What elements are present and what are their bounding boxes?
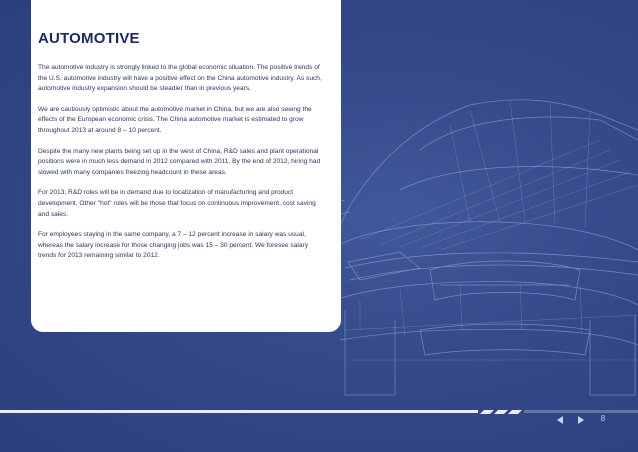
triangle-left-icon [557, 416, 563, 424]
paragraph-3: Despite the many new plants being set up in the west of China, R&D sales and plant operational positions were in much less demand in 2012 compared with 2011. By the end of 2012, hiring had slowed with many companies freezing headcount in these areas. [38, 147, 321, 176]
page-number: 8 [600, 414, 606, 423]
paragraph-1: The automotive industry is strongly linked to the global economic situation. The positive trends of the U.S. automotive industry will have a positive effect on the China automotive industry. As such, automotive industry expansion should be steadier than in previous years. [38, 64, 322, 93]
previous-page-button[interactable] [553, 413, 567, 427]
paragraph-4: For 2013, R&D roles will be in demand due to localization of manufacturing and product development. Other "hot" roles will be those that focus on continuous improvement, cost saving and sales. [38, 189, 316, 218]
paragraph-2: We are cautiously optimistic about the automotive market in China, but we are also seeing the effects of the European economic crisis. The China automotive market is estimated to grow throughout 2013 at around 8 – 10 percent. [38, 105, 312, 134]
paragraph-5: For employees staying in the same company, a 7 – 12 percent increase in salary was usual, whereas the salary increase for those changing jobs was 15 – 30 percent. We foresee salary trends for 2013 remaining similar to 2012. [38, 231, 309, 260]
footer-stripe [0, 408, 638, 452]
page-title: AUTOMOTIVE [38, 30, 140, 47]
text-panel [31, 0, 341, 332]
triangle-right-icon [578, 416, 584, 424]
next-page-button[interactable] [574, 413, 588, 427]
